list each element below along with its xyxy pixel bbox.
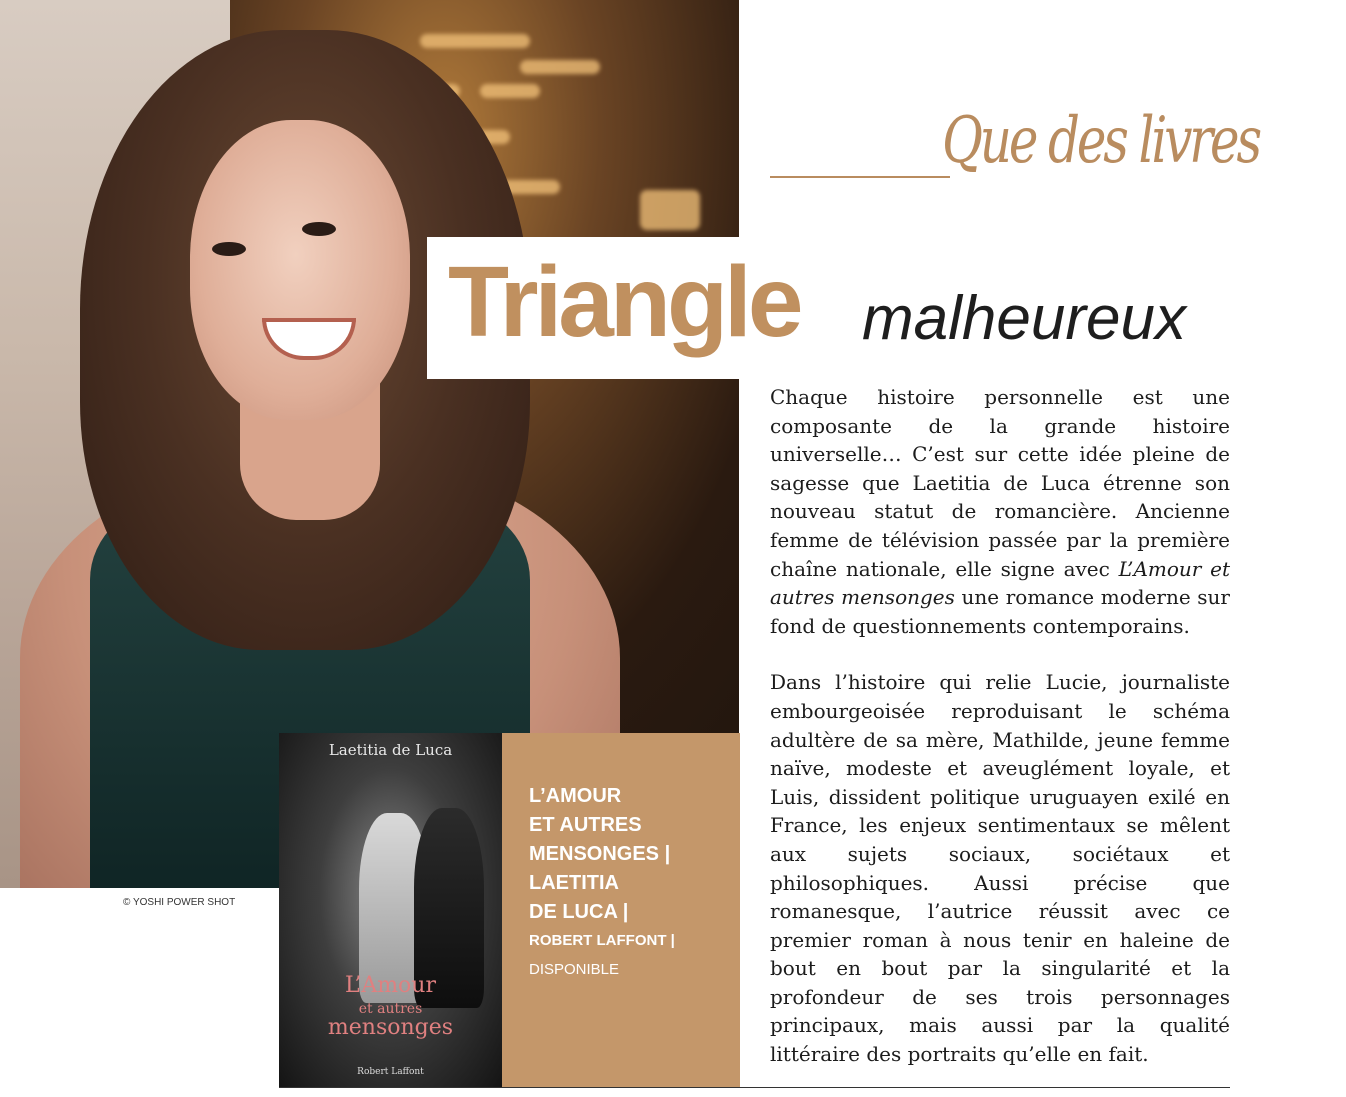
book-info-publisher: ROBERT LAFFONT | — [529, 932, 675, 949]
article-paragraph-1 — [770, 383, 1230, 640]
cover-title-line: L’Amour — [344, 973, 436, 998]
portrait-face — [190, 120, 410, 420]
book-info-line: LAETITIA — [529, 872, 619, 894]
book-info-availability: DISPONIBLE — [529, 961, 620, 978]
paragraph-text: Chaque histoire personnelle est une composante de la grande histoire universelle… C’est sur cette idée pleine de sagesse que Laetitia de Luca étrenne son nouveau statut de romancière. Ancienne femme de télévision passée par la première chaîne nationale, elle signe avec — [770, 385, 1230, 581]
book-info-line: MENSONGES | — [529, 843, 671, 865]
portrait-eye — [212, 242, 246, 256]
photo-credit: © YOSHI POWER SHOT — [123, 897, 236, 908]
bokeh-light — [420, 34, 530, 48]
bokeh-light — [480, 84, 540, 98]
book-info-line: DE LUCA | — [529, 901, 629, 923]
article-body — [770, 383, 1230, 1097]
rubric-rule — [770, 176, 950, 178]
book-info-box — [502, 733, 740, 1087]
cover-title-line: mensonges — [327, 1015, 454, 1040]
section-rubric: Que des livres — [942, 104, 1259, 178]
article-paragraph-2: Dans l’histoire qui relie Lucie, journaliste embourgeoisée reproduisant le schéma adultère de sa mère, Mathilde, jeune femme naïve, modeste et aveuglément loyale, et Luis, dissident politique uruguayen exilé en France, les enjeux sentimentaux se mêlent aux sujets sociaux, sociétaux et philosophiques. Aussi précise que romanesque, l’autrice réussit avec ce premier roman à nous tenir en haleine de bout en bout par la singularité et la profondeur de ses trois personnages principaux, mais aussi par la qualité littéraire des portraits qu’elle en fait. — [770, 670, 1230, 1067]
book-info-line: L’AMOUR — [529, 785, 622, 807]
headline-main: Triangle — [448, 246, 800, 358]
cover-publisher: Robert Laffont — [357, 1067, 424, 1077]
portrait-eye — [302, 222, 336, 236]
bokeh-light — [640, 190, 700, 230]
book-title-inline: L’Amour et autres mensonges — [770, 556, 1230, 610]
book-cover — [279, 733, 502, 1087]
paragraph-text: une romance moderne sur fond de questionnements contemporains. — [770, 585, 1230, 638]
headline-sub: malheureux — [862, 284, 1186, 353]
cover-title-line: et autres — [358, 1001, 423, 1017]
bokeh-light — [520, 60, 600, 74]
cover-author: Laetitia de Luca — [328, 741, 453, 759]
book-info-line: ET AUTRES — [529, 814, 642, 836]
bottom-rule — [279, 1087, 1230, 1088]
